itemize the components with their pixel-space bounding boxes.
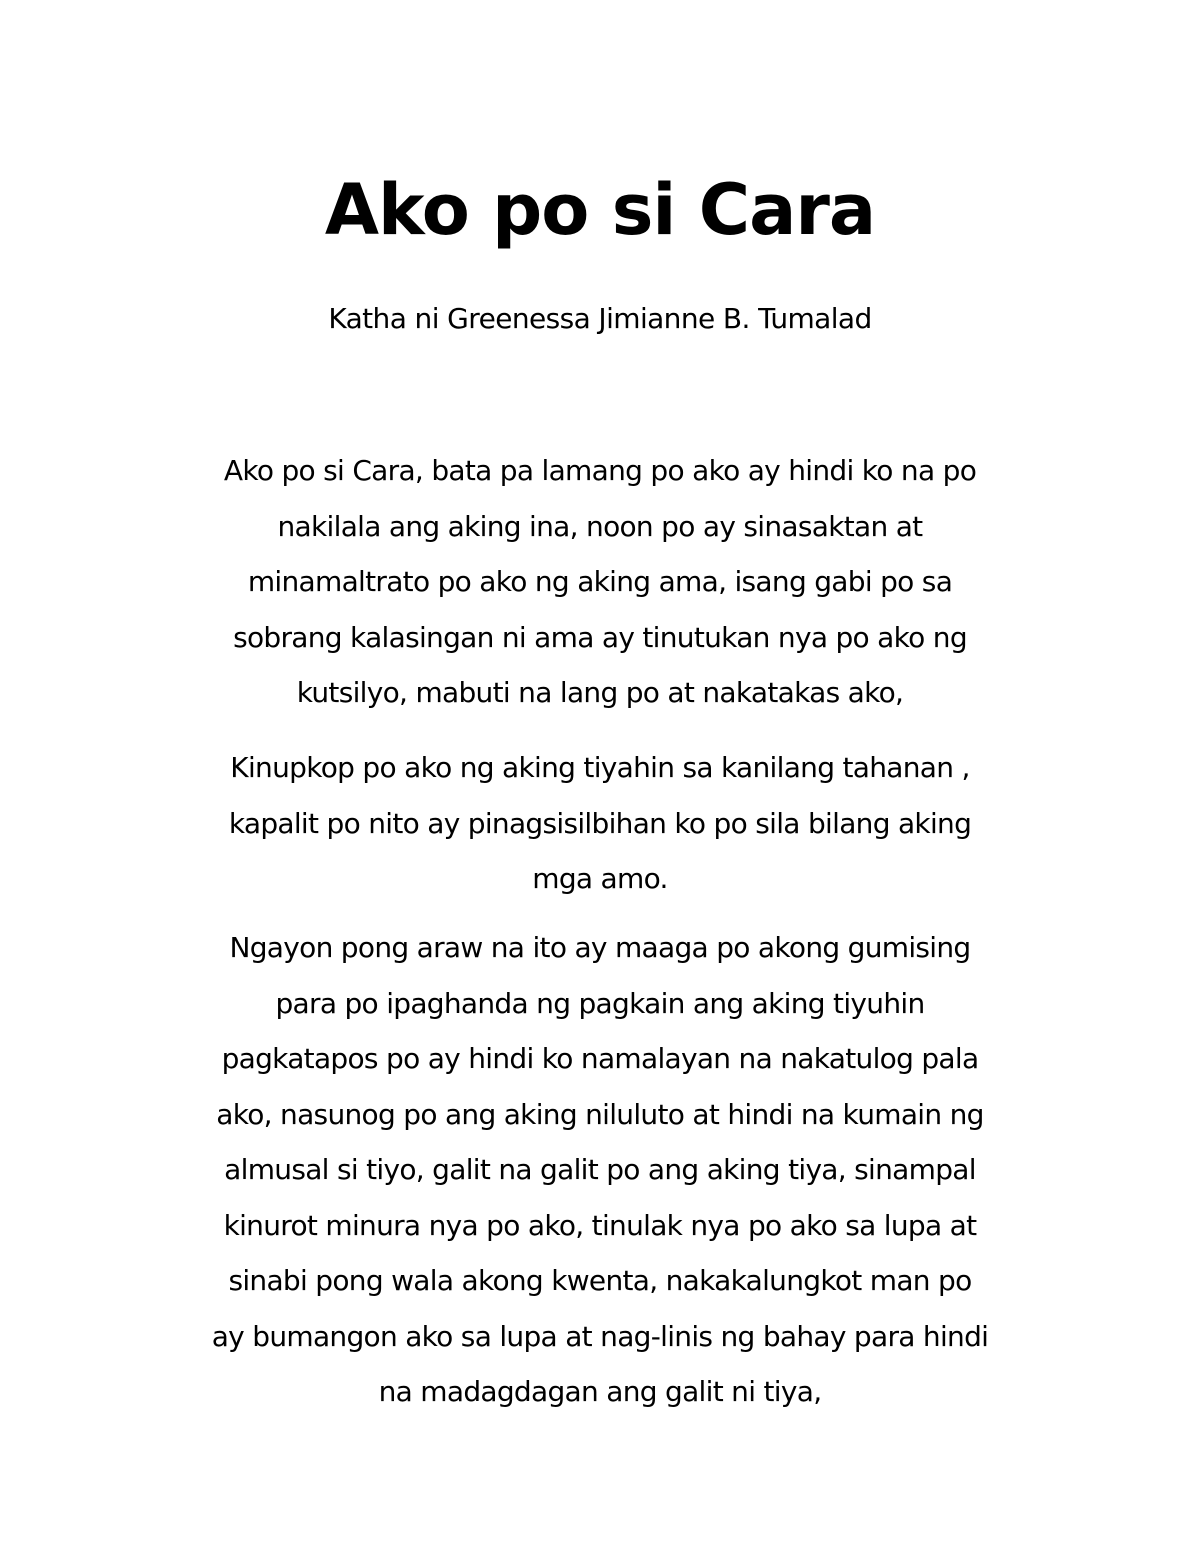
- paragraph-line: Ngayon pong araw na ito ay maaga po akong gumising: [229, 931, 971, 964]
- paragraph-line: nakilala ang aking ina, noon po ay sinasaktan at: [277, 509, 923, 543]
- paragraph-line: kinurot minura nya po ako, tinulak nya po ako sa lupa at: [223, 1208, 977, 1242]
- story-title: Ako po si Cara: [324, 169, 876, 251]
- author-byline: Katha ni Greenessa Jimianne B. Tumalad: [328, 302, 872, 335]
- paragraph-line: kapalit po nito ay pinagsisilbihan ko po sila bilang aking: [228, 806, 972, 840]
- paragraph-line: pagkatapos po ay hindi ko namalayan na nakatulog pala: [221, 1042, 979, 1075]
- paragraph-line: Ako po si Cara, bata pa lamang po ako ay hindi ko na po: [223, 454, 977, 487]
- paragraph-line: ay bumangon ako sa lupa at nag-linis ng bahay para hindi: [211, 1319, 989, 1353]
- paragraph-line: almusal si tiyo, galit na galit po ang aking tiya, sinampal: [224, 1153, 976, 1186]
- paragraph-3: [100, 920, 1100, 1420]
- paragraph-line: sobrang kalasingan ni ama ay tinutukan nya po ako ng: [233, 620, 967, 654]
- paragraph-2: [100, 740, 1100, 907]
- paragraph-line: Kinupkop po ako ng aking tiyahin sa kanilang tahanan ,: [230, 751, 970, 784]
- paragraph-line: mga amo.: [532, 862, 668, 895]
- paragraph-line: kutsilyo, mabuti na lang po at nakatakas ako,: [296, 676, 904, 709]
- paragraph-line: minamaltrato po ako ng aking ama, isang gabi po sa: [247, 565, 953, 598]
- paragraph-line: sinabi pong wala akong kwenta, nakakalungkot man po: [228, 1264, 972, 1297]
- paragraph-line: na madagdagan ang galit ni tiya,: [378, 1375, 822, 1408]
- paragraph-1: [100, 443, 1100, 721]
- paragraph-line: ako, nasunog po ang aking niluluto at hindi na kumain ng: [216, 1097, 984, 1131]
- paragraph-line: para po ipaghanda ng pagkain ang aking tiyuhin: [275, 986, 925, 1020]
